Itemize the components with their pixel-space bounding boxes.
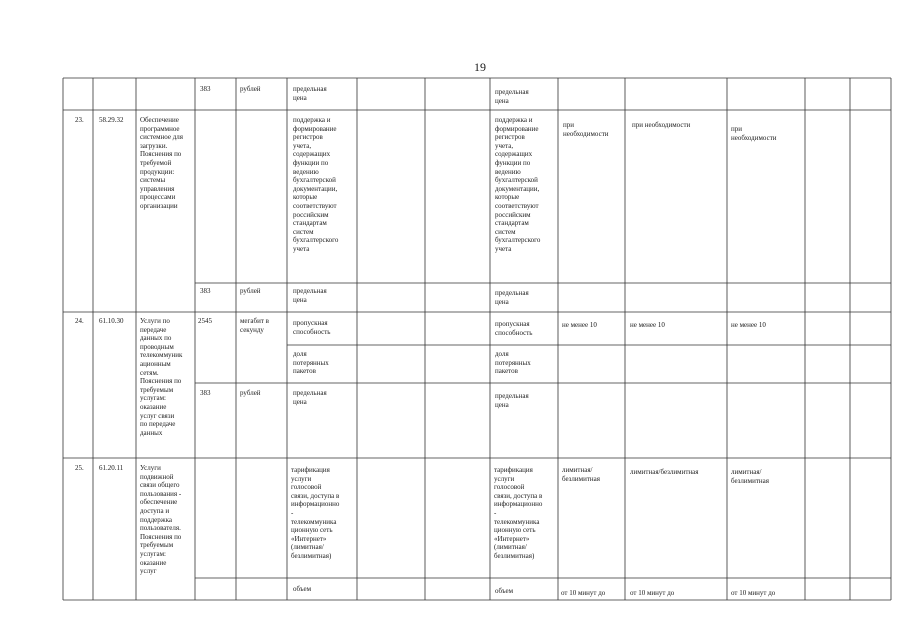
characteristic: предельная цена (293, 389, 327, 406)
value-cell: не менее 10 (562, 321, 597, 329)
value-cell: от 10 минут до (630, 589, 675, 597)
characteristic: доля потерянных пакетов (495, 350, 531, 376)
row-number: 23. (75, 116, 84, 124)
okpd-code: 58.29.32 (99, 116, 124, 124)
characteristic: тарификация услуги голосовой связи, доступа в информационно - телекоммуника ционную сеть «Интернет» (лимитная/ безлимитная) (291, 466, 340, 560)
value-cell: лимитная/ безлимитная (562, 466, 600, 483)
product-name: Обеспечение программное системное для загрузки. Пояснения по требуемой продукции: системы управления процессами организации (140, 116, 184, 210)
table-cell: 383 (200, 389, 211, 397)
row-number: 24. (75, 317, 84, 325)
table-cell: 383 (200, 287, 211, 295)
okpd-code: 61.20.11 (99, 464, 124, 472)
characteristic: объем (495, 587, 514, 595)
table-cell: рублей (240, 389, 261, 397)
characteristic: тарификация услуги голосовой связи, доступа в информационно - телекоммуника ционную сеть «Интернет» (лимитная/ безлимитная) (494, 466, 543, 560)
characteristic: предельная цена (495, 392, 529, 409)
table-cell: предельная цена (293, 85, 327, 102)
value-cell: при необходимости (731, 125, 777, 142)
page-number: 19 (474, 60, 486, 74)
value-cell: не менее 10 (731, 321, 766, 329)
product-name: Услуги по передаче данных по проводным телекоммуник ационным сетям. Пояснения по требуемым услугам: оказание услуг связи по передаче данных (140, 317, 183, 437)
value-cell: лимитная/безлимитная (630, 468, 699, 476)
value-cell: при необходимости (632, 121, 691, 129)
characteristic: поддержка и формирование регистров учета, содержащих функции по ведению бухгалтерской документации, которые соответствуют российским стандартам систем бухгалтерского учета (495, 116, 541, 253)
characteristic: пропускная способность (495, 320, 533, 337)
characteristic: пропускная способность (293, 319, 331, 336)
characteristic: предельная цена (293, 287, 327, 304)
row-number: 25. (75, 464, 84, 472)
table-cell: мегабит в секунду (240, 317, 269, 334)
table-cell: рублей (240, 287, 261, 295)
product-name: Услуги подвижной связи общего пользования - обеспечение доступа и поддержка пользователя. Пояснения по требуемым услугам: оказание услуг (140, 464, 182, 576)
table-cell: 383 (200, 85, 211, 93)
characteristic: предельная цена (495, 289, 529, 306)
value-cell: при необходимости (563, 121, 609, 138)
characteristic: доля потерянных пакетов (293, 350, 329, 376)
table-cell: 2545 (198, 317, 212, 325)
value-cell: от 10 минут до (731, 589, 776, 597)
characteristic: объем (293, 585, 312, 593)
characteristic: поддержка и формирование регистров учета, содержащих функции по ведению бухгалтерской документации, которые соответствуют российским стандартам систем бухгалтерского учета (293, 116, 339, 253)
value-cell: лимитная/ безлимитная (731, 468, 769, 485)
okpd-code: 61.10.30 (99, 317, 124, 325)
value-cell: не менее 10 (630, 321, 665, 329)
table-cell: предельная цена (495, 88, 529, 105)
value-cell: от 10 минут до (561, 589, 606, 597)
table-cell: рублей (240, 85, 261, 93)
